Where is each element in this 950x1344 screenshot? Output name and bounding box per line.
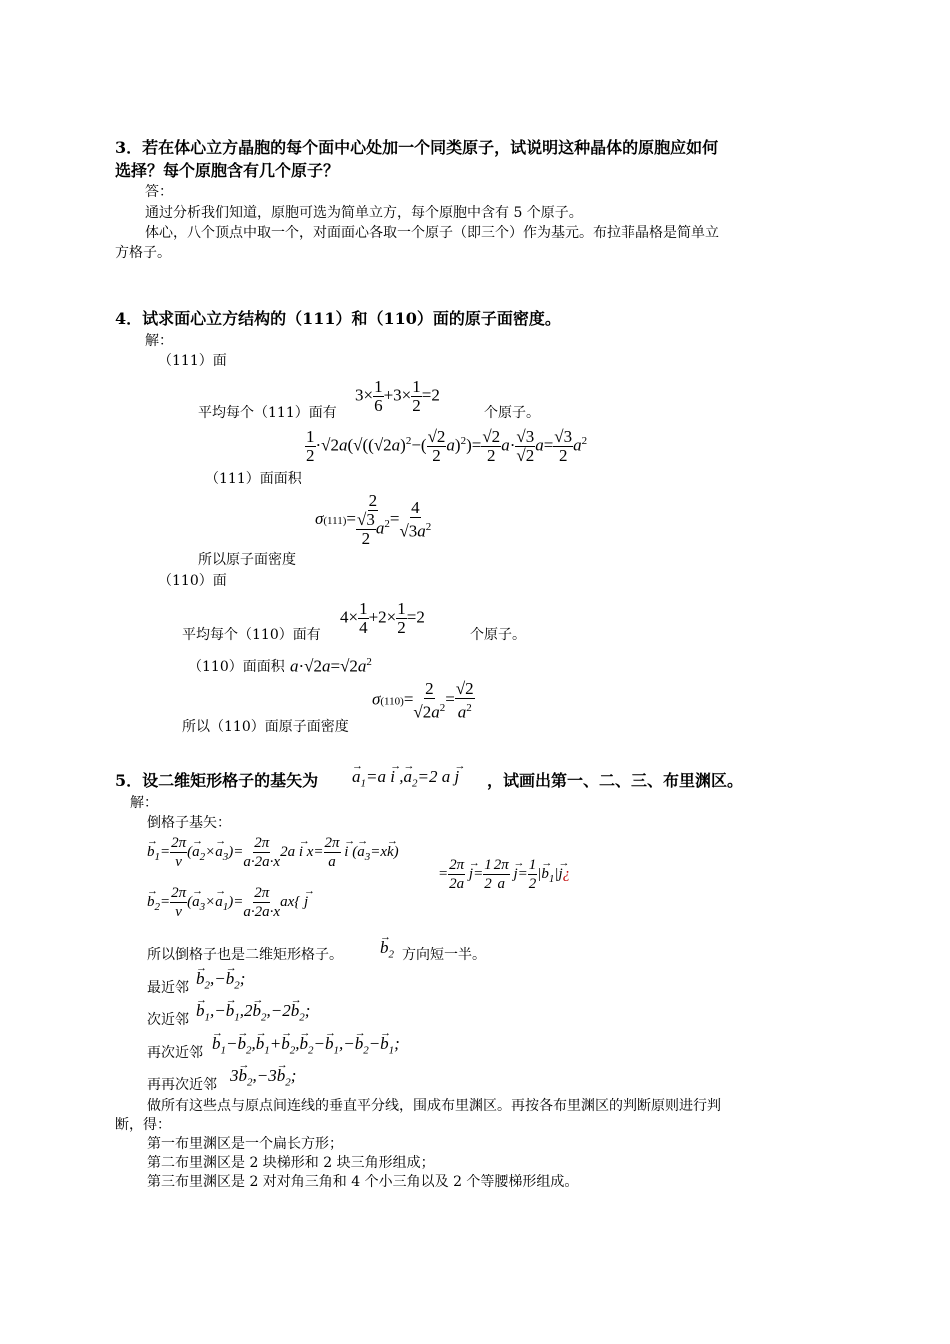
q5-formula-third: → $b_1-\to b_2,\to b_1+\to b_2,\to b_2-\to b_1,-\to b_2-\to b_1$;	[212, 1033, 400, 1061]
q5-formula-b1: → $b_1=$ $\frac{2\pi}{v}$ (→ $a_2\times\to a_3)=$ $\frac{2\pi}{a\cdot 2a\cdot x}$ 2a → i x= $\frac{2\pi}{a}$ → i (→ $a_3=x\to k$)	[147, 834, 399, 871]
q4-avg111-prefix: 平均每个（111）面有	[198, 405, 337, 421]
q4-area111-label: （111）面面积	[205, 471, 302, 487]
q4-formula-area110: $a\cdot√2a=√2a^2$	[290, 656, 372, 676]
q5-conclusion-suffix: 方向短一半。	[402, 947, 486, 963]
q5-formula-b2-short: → $b_2$	[380, 937, 394, 965]
q5-zone3: 第三布里渊区是 2 对对角三角和 4 个小三角以及 2 个等腰梯形组成。	[147, 1174, 579, 1190]
q5-solution-label: 解：	[130, 795, 158, 811]
q4-avg110-prefix: 平均每个（110）面有	[182, 627, 321, 643]
q5-title-suffix: ，试画出第一、二、三、布里渊区。	[487, 771, 744, 790]
q5-fourth-label: 再再次近邻	[147, 1077, 217, 1093]
q5-conclusion-prefix: 所以倒格子也是二维矩形格子。	[147, 947, 343, 963]
q3-answer-label: 答：	[145, 184, 173, 200]
q5-formula-b2: → $b_2=$ $\frac{2\pi}{v}$ (→ $a_3\times\to a_1)=$ $\frac{2\pi}{a\cdot 2a\cdot x}$ ax{ → j	[147, 884, 308, 921]
q4-density111-label: 所以原子面密度	[198, 552, 296, 568]
q5-nearest-label: 最近邻	[147, 980, 189, 996]
q5-formula-next-nearest: → $b_1,-\to b_1,2\to b_2,-2\to b_2$;	[196, 1000, 310, 1028]
q5-para2: 断，得：	[115, 1117, 171, 1133]
q5-title-prefix: 5．设二维矩形格子的基矢为	[115, 771, 319, 790]
q4-title: 4．试求面心立方结构的（111）和（110）面的原子面密度。	[115, 309, 561, 328]
q4-area110-label: （110）面面积	[188, 659, 285, 675]
q5-formula-nearest: → $b_2,-\to b_2$;	[196, 968, 245, 996]
q5-reciprocal-label: 倒格子基矢：	[147, 815, 231, 831]
q3-title-line2: 选择？每个原胞含有几个原子？	[115, 161, 340, 180]
q4-formula-density111: σ(111)= 2 $\frac{√3}{2}$ $a^2$ = $\frac{4}{√3a^2}$	[315, 491, 432, 548]
q3-title-line1: 3．若在体心立方晶胞的每个面中心处加一个同类原子，试说明这种晶体的原胞应如何	[115, 138, 719, 157]
q4-avg111-suffix: 个原子。	[484, 405, 540, 421]
q3-answer-line2: 体心，八个顶点中取一个，对面面心各取一个原子（即三个）作为基元。布拉菲晶格是简单立	[145, 225, 719, 241]
q5-zone1: 第一布里渊区是一个扁长方形；	[147, 1136, 343, 1152]
q5-formula-b1-compare: = $\frac{2\pi}{2a}$ → j= $\frac{1}{2}$ $\frac{2\pi}{a}$ → j= $\frac{1}{2}$ |→ $b_1|\to$ j¿	[438, 856, 570, 893]
q4-density110-label: 所以（110）面原子面密度	[182, 719, 349, 735]
q4-formula-avg111: 3× $\frac{1}{6}$ +3× $\frac{1}{2}$ =2	[355, 377, 440, 415]
q3-answer-line1: 通过分析我们知道，原胞可选为简单立方，每个原胞中含有 5 个原子。	[145, 205, 583, 221]
q4-formula-avg110: 4× $\frac{1}{4}$ +2× $\frac{1}{2}$ =2	[340, 599, 425, 637]
q5-next-nearest-label: 次近邻	[147, 1012, 189, 1028]
q4-solution-label: 解：	[145, 333, 173, 349]
q4-formula-area111: $\frac{1}{2}$ $\cdot√2a(√((√2a)^2-$( $\frac{√2}{2}$ a)$^2$)= $\frac{√2}{2}$ a· $\frac{√3}{√2}$ a= $\frac{√3}{2}$ $a^2$	[306, 427, 588, 465]
q5-third-label: 再次近邻	[147, 1045, 203, 1061]
q5-formula-basis: → $a_1=a \to i$ ,→ $a_2=2$ a → j	[352, 766, 459, 794]
q5-formula-fourth: $3\to b_2,-3\to b_2$;	[230, 1065, 296, 1093]
q3-answer-line3: 方格子。	[115, 245, 171, 261]
q4-face111-label: （111）面	[158, 353, 227, 369]
q4-formula-density110: σ(110)= $\frac{2}{√2a^2}$ = $\frac{√2}{a^2}$	[372, 679, 474, 722]
q5-zone2: 第二布里渊区是 2 块梯形和 2 块三角形组成；	[147, 1155, 435, 1171]
q4-face110-label: （110）面	[158, 573, 227, 589]
q4-avg110-suffix: 个原子。	[470, 627, 526, 643]
q5-para1: 做所有这些点与原点间连线的垂直平分线，围成布里渊区。再按各布里渊区的判断原则进行判	[147, 1098, 721, 1114]
